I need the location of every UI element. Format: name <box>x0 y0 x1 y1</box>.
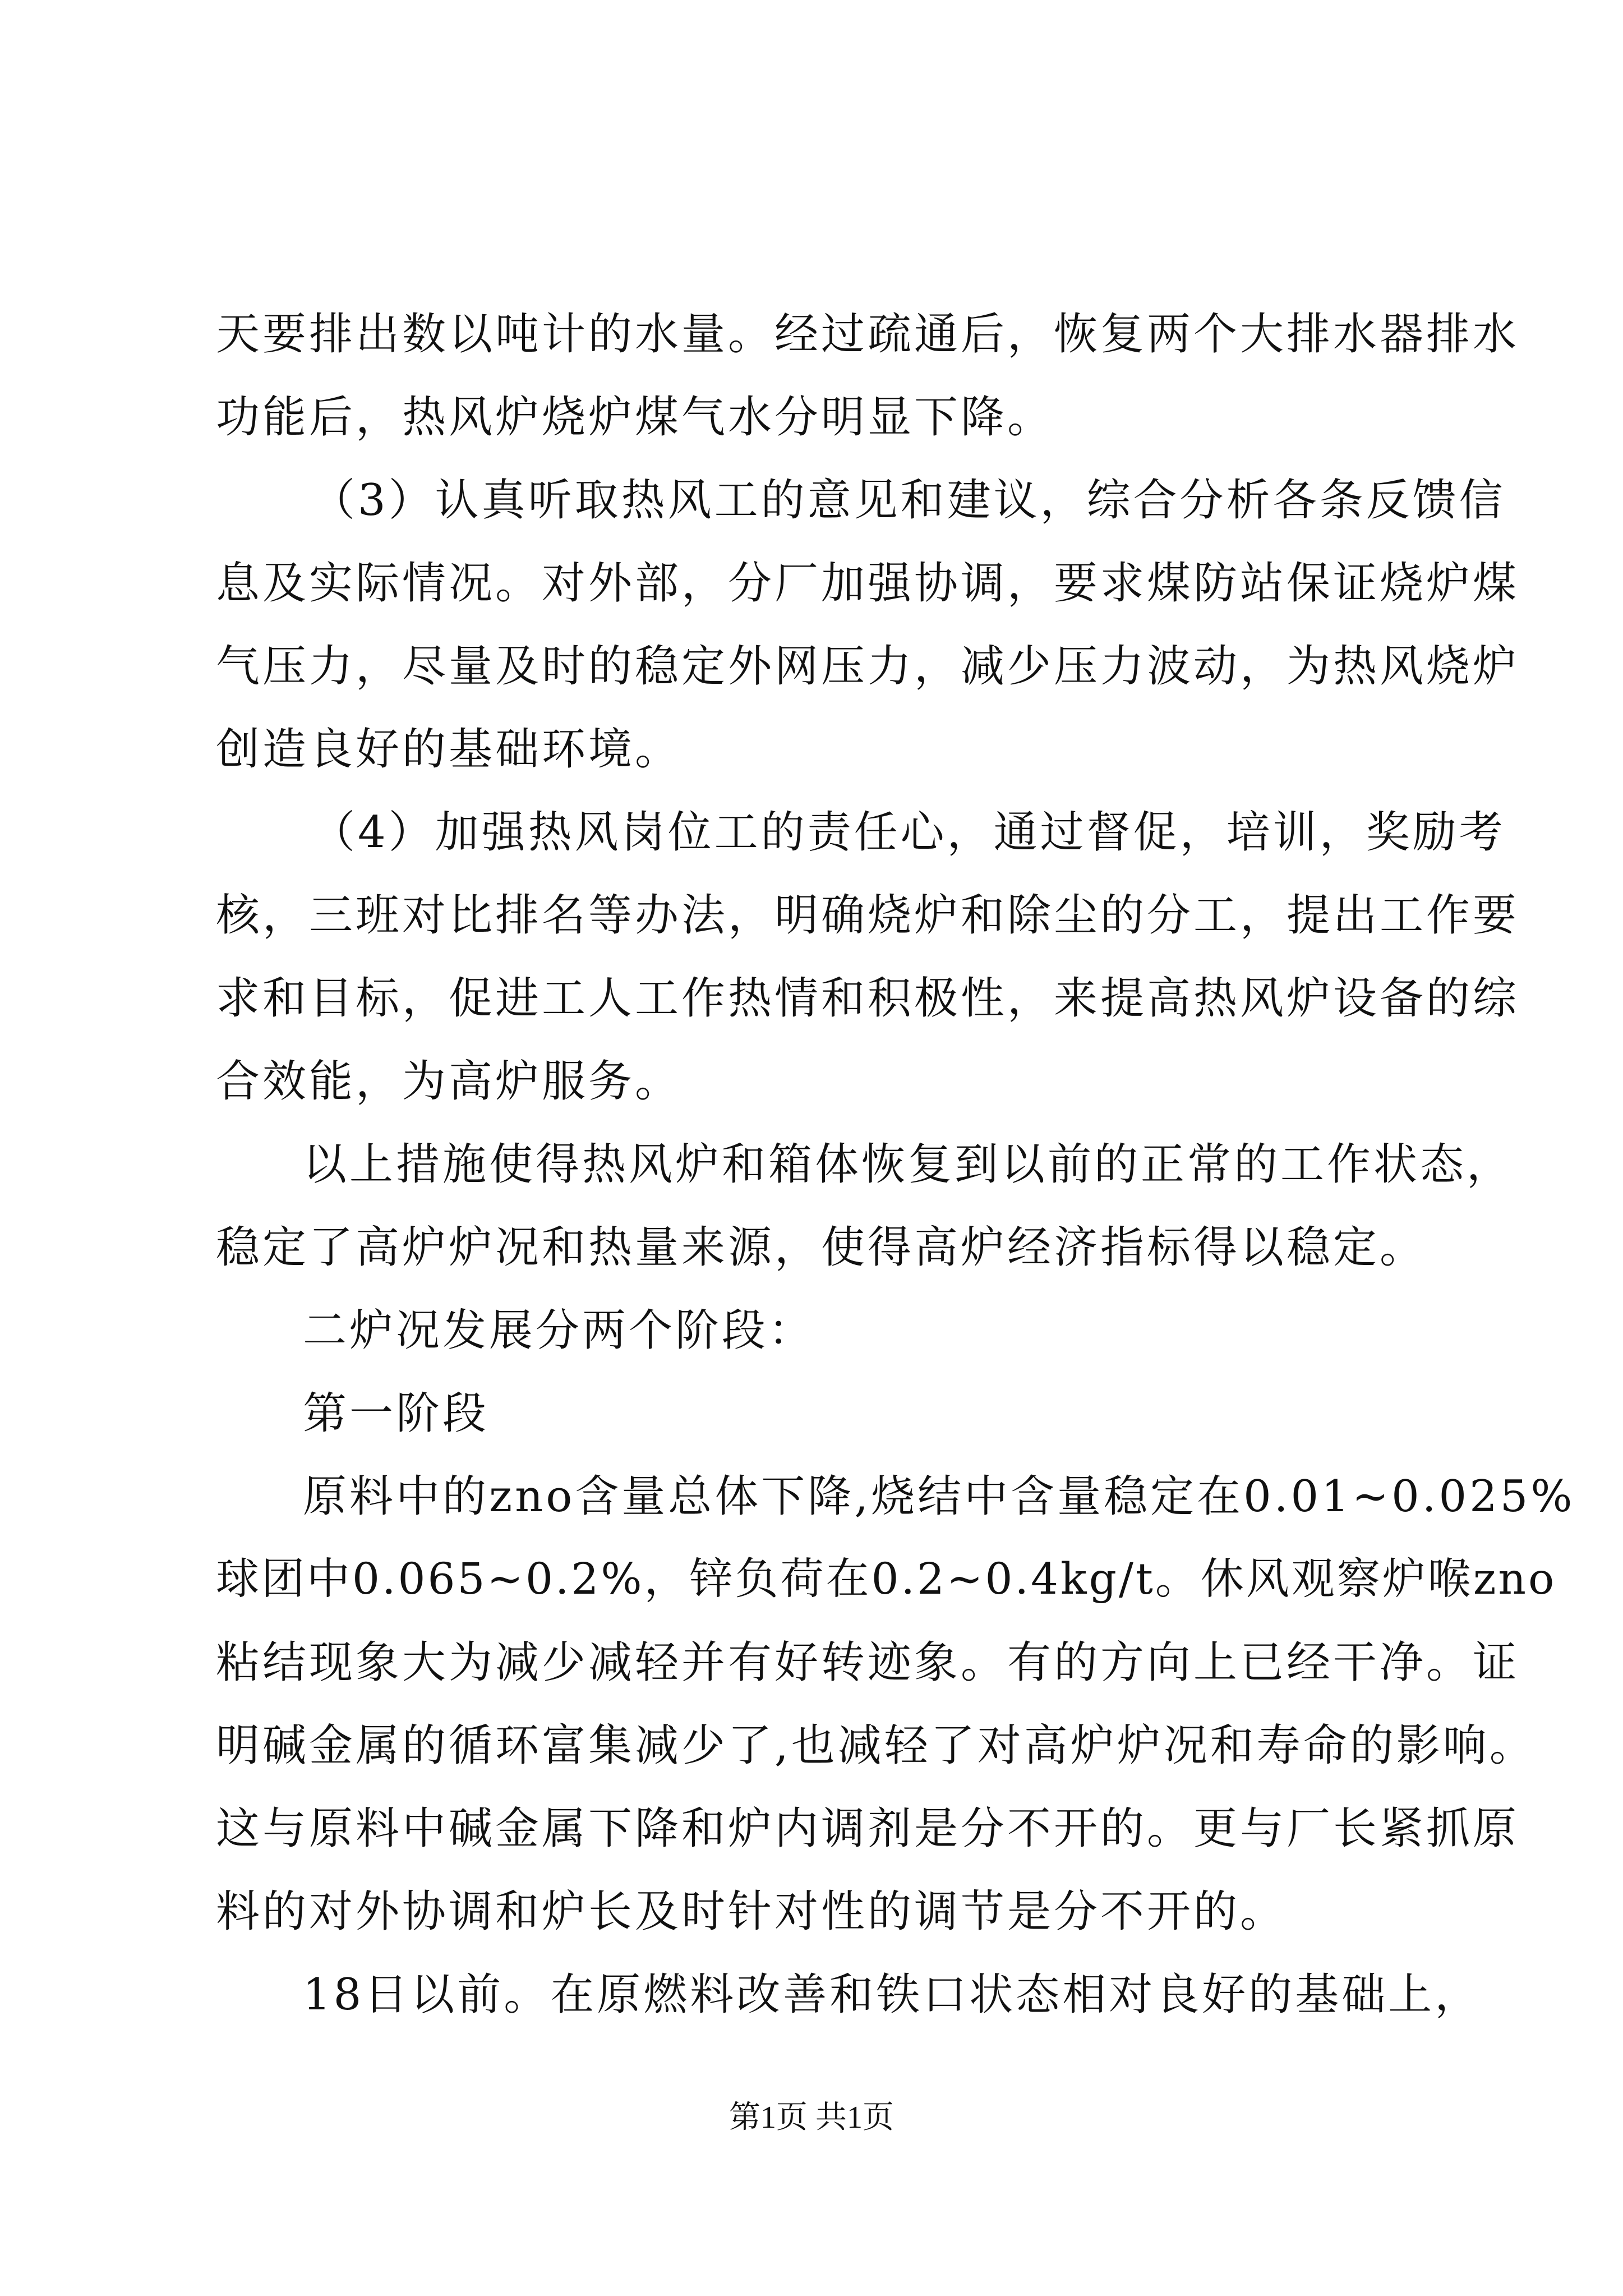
body-text-line: 合效能，为高炉服务。 <box>216 1056 682 1107</box>
body-text-line: 原料中的zno含量总体下降,烧结中含量稳定在0.01~0.025% <box>303 1471 1575 1522</box>
body-text-line: 以上措施使得热风炉和箱体恢复到以前的正常的工作状态， <box>303 1139 1514 1190</box>
page-number-footer: 第1页 共1页 <box>729 2100 894 2135</box>
body-text-line: 料的对外协调和炉长及时针对性的调节是分不开的。 <box>216 1887 1287 1937</box>
body-text-line: 求和目标，促进工人工作热情和积极性，来提高热风炉设备的综 <box>216 973 1520 1024</box>
body-text-line: 明碱金属的循环富集减少了,也减轻了对高炉炉况和寿命的影响。 <box>216 1720 1536 1771</box>
body-text-line: 气压力，尽量及时的稳定外网压力，减少压力波动，为热风烧炉 <box>216 641 1520 692</box>
body-text-line: 球团中0.065~0.2%，锌负荷在0.2~0.4kg/t。休风观察炉喉zno <box>216 1554 1557 1604</box>
body-text-line: 天要排出数以吨计的水量。经过疏通后，恢复两个大排水器排水 <box>216 309 1520 360</box>
body-text-line: 粘结现象大为减少减轻并有好转迹象。有的方向上已经干净。证 <box>216 1637 1520 1688</box>
body-text-line: 息及实际情况。对外部，分厂加强协调，要求煤防站保证烧炉煤 <box>216 558 1520 609</box>
body-text-line: 功能后，热风炉烧炉煤气水分明显下降。 <box>216 392 1054 443</box>
body-text-line: 创造良好的基础环境。 <box>216 724 682 775</box>
body-text-line: 18日以前。在原燃料改善和铁口状态相对良好的基础上， <box>303 1970 1482 2020</box>
body-text-line: 稳定了高炉炉况和热量来源，使得高炉经济指标得以稳定。 <box>216 1222 1427 1273</box>
body-text-line: 核，三班对比排名等办法，明确烧炉和除尘的分工，提出工作要 <box>216 890 1520 941</box>
body-text-line: 第一阶段 <box>303 1388 490 1439</box>
body-text-line: （4）加强热风岗位工的责任心，通过督促，培训，奖励考 <box>311 807 1506 858</box>
body-text-line: （3）认真听取热风工的意见和建议，综合分析各条反馈信 <box>311 475 1506 526</box>
body-text-line: 这与原料中碱金属下降和炉内调剂是分不开的。更与厂长紧抓原 <box>216 1803 1520 1854</box>
body-text-line: 二炉况发展分两个阶段： <box>303 1305 815 1356</box>
